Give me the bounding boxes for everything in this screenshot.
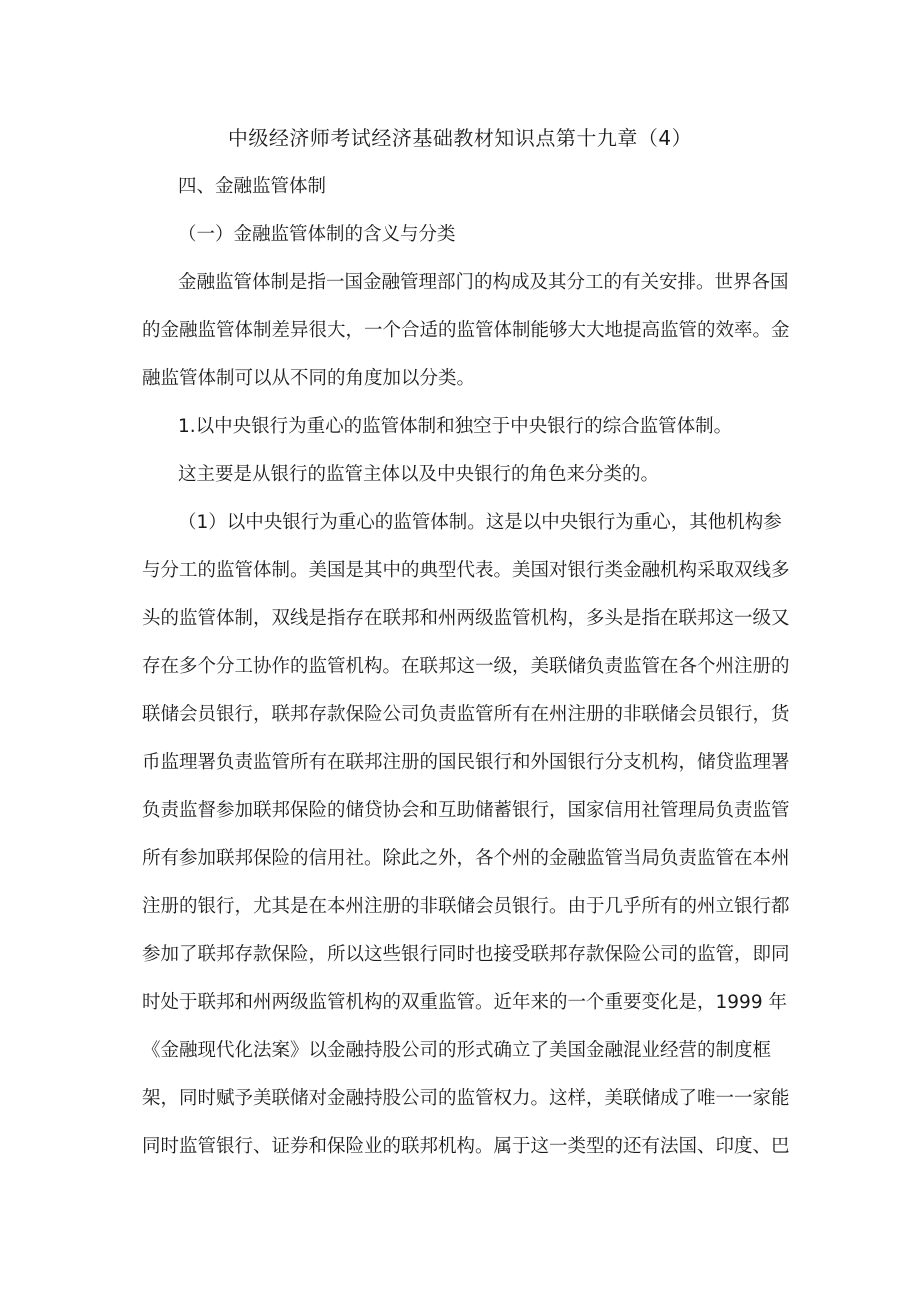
text-line: 注册的银行，尤其是在本州注册的非联储会员银行。由于几乎所有的州立银行都	[142, 896, 790, 917]
text-line: 同时监管银行、证券和保险业的联邦机构。属于这一类型的还有法国、印度、巴	[142, 1136, 790, 1157]
text-line: 的金融监管体制差异很大，一个合适的监管体制能够大大地提高监管的效率。金	[142, 320, 790, 341]
text-line: 《金融现代化法案》以金融持股公司的形式确立了美国金融混业经营的制度框	[142, 1040, 772, 1061]
text-line: 所有参加联邦保险的信用社。除此之外，各个州的金融监管当局负责监管在本州	[142, 848, 790, 869]
page-title: 中级经济师考试经济基础教材知识点第十九章（4）	[227, 126, 693, 150]
text-line: （1）以中央银行为重心的监管体制。这是以中央银行为重心，其他机构参	[178, 512, 782, 533]
text-line: 金融监管体制是指一国金融管理部门的构成及其分工的有关安排。世界各国	[178, 272, 789, 293]
text-line: 融监管体制可以从不同的角度加以分类。	[142, 368, 476, 389]
text-line: 与分工的监管体制。美国是其中的典型代表。美国对银行类金融机构采取双线多	[142, 560, 790, 581]
section-heading: 四、金融监管体制	[178, 176, 327, 197]
text-line: 架，同时赋予美联储对金融持股公司的监管权力。这样，美联储成了唯一一家能	[142, 1088, 790, 1109]
text-line: 这主要是从银行的监管主体以及中央银行的角色来分类的。	[178, 464, 660, 485]
text-line: 头的监管体制，双线是指存在联邦和州两级监管机构，多头是指在联邦这一级又	[142, 608, 790, 629]
text-line: 存在多个分工协作的监管机构。在联邦这一级，美联储负责监管在各个州注册的	[142, 656, 790, 677]
text-line: 参加了联邦存款保险，所以这些银行同时也接受联邦存款保险公司的监管，即同	[142, 944, 790, 965]
text-line: 负责监督参加联邦保险的储贷协会和互助储蓄银行，国家信用社管理局负责监管	[142, 800, 790, 821]
text-line: 联储会员银行，联邦存款保险公司负责监管所有在州注册的非联储会员银行，货	[142, 704, 790, 725]
text-line: 币监理署负责监管所有在联邦注册的国民银行和外国银行分支机构，储贷监理署	[142, 752, 790, 773]
text-line: 时处于联邦和州两级监管机构的双重监管。近年来的一个重要变化是，1999 年	[142, 992, 787, 1013]
text-line: 1.以中央银行为重心的监管体制和独空于中央银行的综合监管体制。	[178, 416, 733, 437]
subsection-heading: （一）金融监管体制的含义与分类	[178, 224, 456, 245]
